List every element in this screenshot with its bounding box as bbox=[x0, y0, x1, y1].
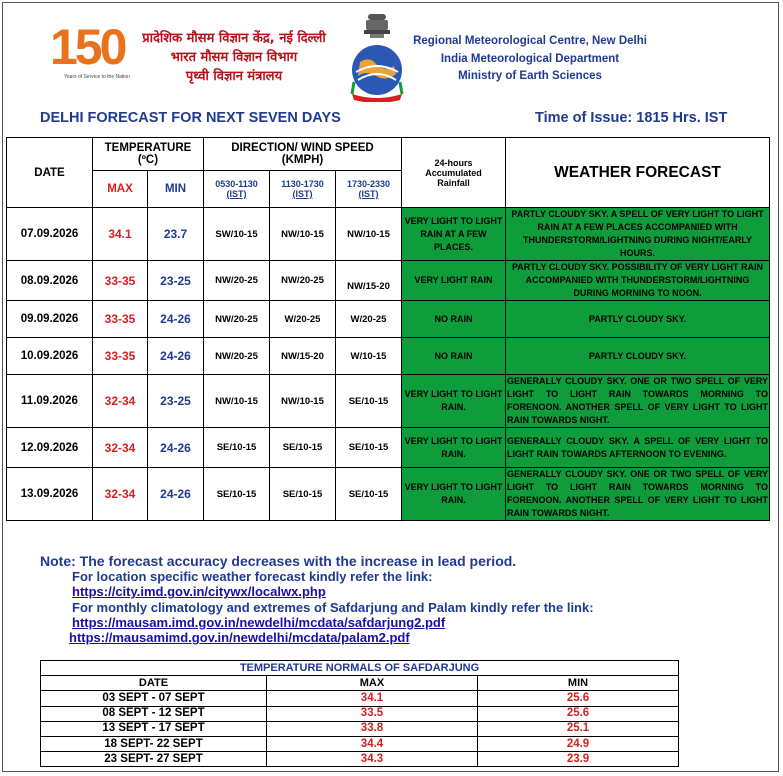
header-slot-1 bbox=[204, 171, 270, 208]
row-wind-1: SE/10-15 bbox=[204, 428, 270, 468]
normals-header-max: MAX bbox=[267, 676, 478, 691]
row-wind-2: SE/10-15 bbox=[270, 468, 336, 521]
slot-1-ist: (IST) bbox=[226, 189, 247, 199]
row-min: 24-26 bbox=[148, 468, 204, 521]
row-forecast: GENERALLY CLOUDY SKY. ONE OR TWO SPELL OF VERY LIGHT TO LIGHT RAIN TOWARDS MORNING TO FORENOON. ANOTHER SPELL OF VERY LIGHT TO LIGHT RAIN TOWARDS NIGHT. bbox=[506, 468, 770, 521]
table-row bbox=[7, 338, 770, 375]
row-wind-3: SE/10-15 bbox=[336, 428, 402, 468]
row-min: 24-26 bbox=[148, 301, 204, 338]
table-row bbox=[7, 301, 770, 338]
header-wind-unit: (KMPH) bbox=[281, 154, 324, 166]
row-max: 33-35 bbox=[93, 338, 148, 375]
row-min: 24-26 bbox=[148, 338, 204, 375]
row-forecast: GENERALLY CLOUDY SKY. ONE OR TWO SPELL OF VERY LIGHT TO LIGHT RAIN TOWARDS MORNING TO FORENOON. ANOTHER SPELL OF VERY LIGHT TO LIGHT RAIN TOWARDS NIGHT. bbox=[506, 375, 770, 428]
logo-tagline: Years of Service to the Nation bbox=[64, 74, 130, 80]
english-line-3: Ministry of Earth Sciences bbox=[458, 70, 602, 82]
header-temperature bbox=[93, 138, 204, 171]
row-date: 09.09.2026 bbox=[7, 301, 93, 338]
header-temperature-label: TEMPERATURE bbox=[104, 142, 192, 154]
english-line-2: India Meteorological Department bbox=[440, 52, 620, 65]
row-wind-1: NW/20-25 bbox=[204, 301, 270, 338]
row-wind-1: SW/10-15 bbox=[204, 208, 270, 261]
normals-row bbox=[41, 691, 679, 706]
row-max: 33-35 bbox=[93, 261, 148, 301]
row-wind-1: SE/10-15 bbox=[204, 468, 270, 521]
row-forecast: PARTLY CLOUDY SKY. bbox=[506, 301, 770, 338]
row-wind-1: NW/10-15 bbox=[204, 375, 270, 428]
header-slot-3 bbox=[336, 171, 402, 208]
row-wind-1: NW/20-25 bbox=[204, 261, 270, 301]
location-link[interactable]: https://city.imd.gov.in/citywx/localwx.php bbox=[72, 584, 326, 600]
hindi-org-name bbox=[134, 29, 334, 86]
slot-2-ist: (IST) bbox=[292, 189, 313, 199]
row-date: 07.09.2026 bbox=[7, 208, 93, 261]
row-wind-3: W/10-15 bbox=[336, 338, 402, 375]
normals-min: 23.9 bbox=[478, 752, 679, 767]
row-rainfall: VERY LIGHT TO LIGHT RAIN. bbox=[402, 468, 506, 521]
row-forecast: GENERALLY CLOUDY SKY. A SPELL OF VERY LIGHT TO LIGHT RAIN TOWARDS AFTERNOON TO EVENING. bbox=[506, 428, 770, 468]
normals-max: 33.5 bbox=[267, 706, 478, 721]
normals-row bbox=[41, 736, 679, 751]
accuracy-note: Note: The forecast accuracy decreases with the increase in lead period. bbox=[40, 553, 517, 569]
row-rainfall: VERY LIGHT TO LIGHT RAIN. bbox=[402, 428, 506, 468]
row-max: 32-34 bbox=[93, 428, 148, 468]
normals-row bbox=[41, 752, 679, 767]
row-wind-3: W/20-25 bbox=[336, 301, 402, 338]
palam-link[interactable]: https://mausamimd.gov.in/newdelhi/mcdata/palam2.pdf bbox=[69, 630, 410, 646]
row-min: 23-25 bbox=[148, 375, 204, 428]
row-forecast: PARTLY CLOUDY SKY. A SPELL OF VERY LIGHT TO LIGHT RAIN AT A FEW PLACES ACCOMPANIED WITH THUNDERSTORM/LIGHTNING DURING NIGHT/EARLY HOURS. bbox=[506, 208, 770, 261]
table-row bbox=[7, 208, 770, 261]
normals-header-date: DATE bbox=[41, 676, 267, 691]
normals-max: 34.1 bbox=[267, 691, 478, 706]
row-rainfall: NO RAIN bbox=[402, 338, 506, 375]
location-note: For location specific weather forecast kindly refer the link: bbox=[72, 569, 433, 585]
header-wind bbox=[204, 138, 402, 171]
normals-max: 33.8 bbox=[267, 721, 478, 736]
hindi-line-3: पृथ्वी विज्ञान मंत्रालय bbox=[185, 69, 283, 84]
imd-emblem-icon bbox=[346, 12, 408, 102]
header-rainfall bbox=[402, 138, 506, 208]
row-date: 13.09.2026 bbox=[7, 468, 93, 521]
header-temperature-unit: (ºC) bbox=[137, 154, 159, 166]
row-min: 23.7 bbox=[148, 208, 204, 261]
row-forecast: PARTLY CLOUDY SKY. bbox=[506, 338, 770, 375]
normals-max: 34.3 bbox=[267, 752, 478, 767]
safdarjung-link[interactable]: https://mausam.imd.gov.in/newdelhi/mcdata/safdarjung2.pdf bbox=[72, 614, 446, 630]
normals-row bbox=[41, 721, 679, 736]
header-weather-forecast: WEATHER FORECAST bbox=[506, 138, 770, 208]
normals-min: 25.1 bbox=[478, 721, 679, 736]
logo-number: 150 bbox=[50, 19, 125, 75]
normals-min: 25.6 bbox=[478, 691, 679, 706]
row-rainfall: NO RAIN bbox=[402, 301, 506, 338]
header-rainfall-line-2: Accumulated bbox=[425, 167, 482, 178]
normals-min: 25.6 bbox=[478, 706, 679, 721]
row-wind-2: NW/10-15 bbox=[270, 208, 336, 261]
row-wind-3: SE/10-15 bbox=[336, 468, 402, 521]
monthly-note: For monthly climatology and extremes of Safdarjung and Palam kindly refer the link: bbox=[72, 599, 594, 615]
table-row bbox=[7, 428, 770, 468]
row-wind-2: NW/15-20 bbox=[270, 338, 336, 375]
row-rainfall: VERY LIGHT RAIN bbox=[402, 261, 506, 301]
row-date: 12.09.2026 bbox=[7, 428, 93, 468]
row-min: 23-25 bbox=[148, 261, 204, 301]
row-max: 32-34 bbox=[93, 468, 148, 521]
time-of-issue: Time of Issue: 1815 Hrs. IST bbox=[535, 110, 728, 126]
table-row bbox=[7, 261, 770, 301]
hindi-line-1: प्रादेशिक मौसम विज्ञान केंद्र, नई दिल्ली bbox=[142, 31, 326, 46]
slot-3-time: 1730-2330 bbox=[346, 179, 391, 189]
row-wind-1: NW/20-25 bbox=[204, 338, 270, 375]
row-max: 34.1 bbox=[93, 208, 148, 261]
row-wind-2: W/20-25 bbox=[270, 301, 336, 338]
row-max: 33-35 bbox=[93, 301, 148, 338]
normals-date: 03 SEPT - 07 SEPT bbox=[41, 691, 267, 706]
slot-2-time: 1130-1730 bbox=[281, 179, 324, 189]
header-max: MAX bbox=[93, 171, 148, 208]
normals-date: 08 SEPT - 12 SEPT bbox=[41, 706, 267, 721]
row-date: 10.09.2026 bbox=[7, 338, 93, 375]
slot-1-time: 0530-1130 bbox=[215, 179, 258, 189]
english-org-name bbox=[405, 33, 655, 86]
table-row bbox=[7, 375, 770, 428]
normals-date: 13 SEPT - 17 SEPT bbox=[41, 721, 267, 736]
forecast-title: DELHI FORECAST FOR NEXT SEVEN DAYS bbox=[40, 110, 341, 126]
row-wind-2: NW/20-25 bbox=[270, 261, 336, 301]
row-max: 32-34 bbox=[93, 375, 148, 428]
normals-header-min: MIN bbox=[478, 676, 679, 691]
imd-150-years-logo bbox=[50, 19, 130, 82]
normals-date: 23 SEPT- 27 SEPT bbox=[41, 752, 267, 767]
row-wind-2: SE/10-15 bbox=[270, 428, 336, 468]
row-rainfall: VERY LIGHT TO LIGHT RAIN. bbox=[402, 375, 506, 428]
normals-min: 24.9 bbox=[478, 736, 679, 751]
english-line-1: Regional Meteorological Centre, New Delhi bbox=[413, 35, 647, 47]
header-rainfall-line-3: Rainfall bbox=[437, 177, 470, 188]
header-slot-2 bbox=[270, 171, 336, 208]
normals-max: 34.4 bbox=[267, 736, 478, 751]
row-wind-2: NW/10-15 bbox=[270, 375, 336, 428]
normals-row bbox=[41, 706, 679, 721]
row-min: 24-26 bbox=[148, 428, 204, 468]
notes-section bbox=[40, 554, 594, 645]
row-forecast: PARTLY CLOUDY SKY. POSSIBILITY OF VERY LIGHT RAIN ACCOMPANIED WITH THUNDERSTORM/LIGHTNING DURING MORNING TO NOON. bbox=[506, 261, 770, 301]
row-wind-3: NW/15-20 bbox=[336, 261, 402, 301]
table-row bbox=[7, 468, 770, 521]
normals-caption: TEMPERATURE NORMALS OF SAFDARJUNG bbox=[41, 661, 679, 676]
header-rainfall-line-1: 24-hours bbox=[434, 157, 473, 168]
hindi-line-2: भारत मौसम विज्ञान विभाग bbox=[170, 50, 298, 65]
normals-date: 18 SEPT- 22 SEPT bbox=[41, 736, 267, 751]
slot-3-ist: (IST) bbox=[358, 189, 379, 199]
header-min: MIN bbox=[148, 171, 204, 208]
row-date: 11.09.2026 bbox=[7, 375, 93, 428]
row-date: 08.09.2026 bbox=[7, 261, 93, 301]
forecast-table bbox=[6, 137, 770, 521]
row-rainfall: VERY LIGHT TO LIGHT RAIN AT A FEW PLACES. bbox=[402, 208, 506, 261]
row-wind-3: SE/10-15 bbox=[336, 375, 402, 428]
header-date: DATE bbox=[7, 138, 93, 208]
row-wind-3: NW/10-15 bbox=[336, 208, 402, 261]
header-wind-label: DIRECTION/ WIND SPEED bbox=[231, 142, 374, 154]
normals-table bbox=[40, 660, 679, 767]
